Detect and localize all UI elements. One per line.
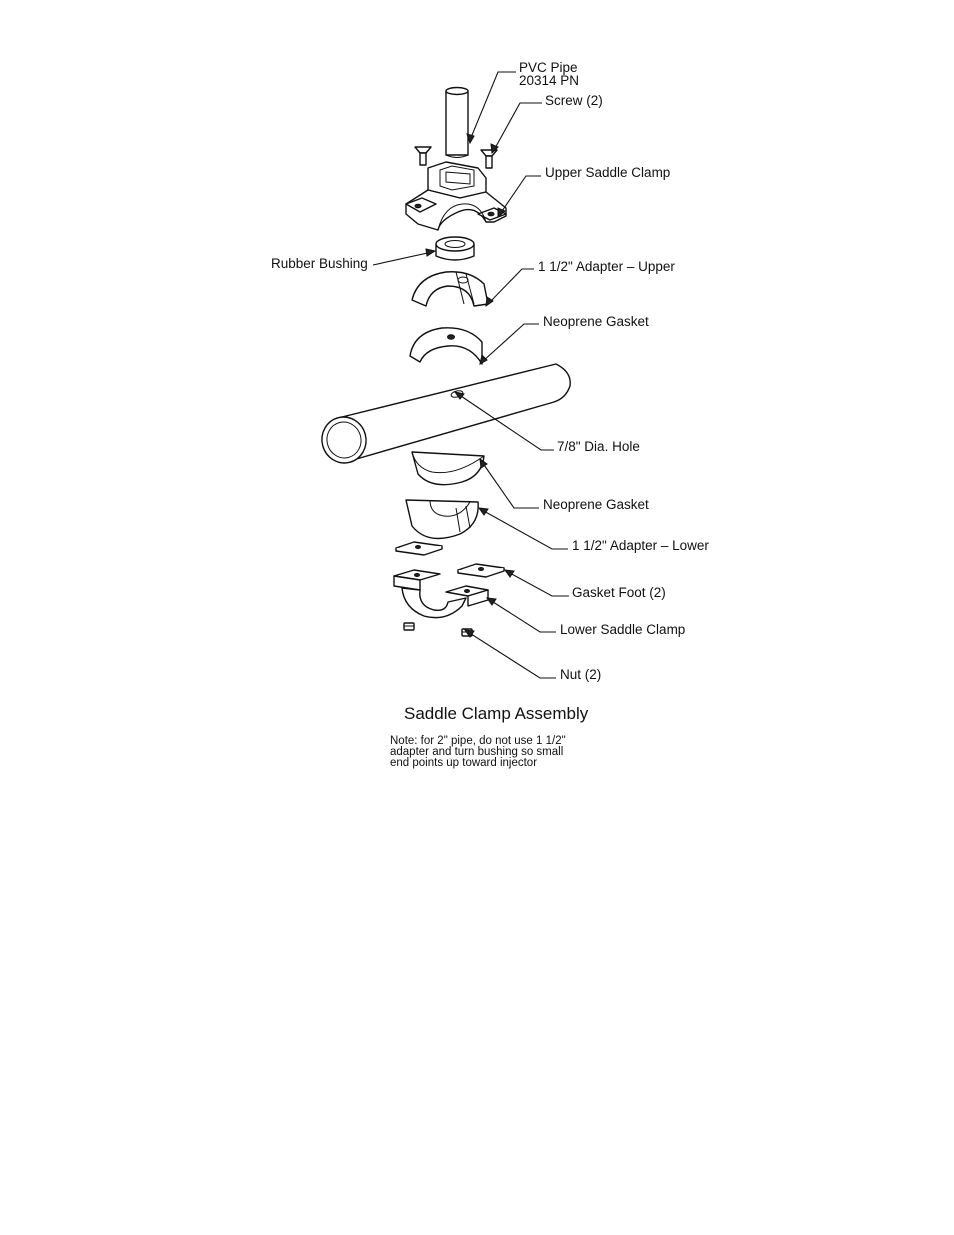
label-rubber-bushing: Rubber Bushing [271, 256, 368, 271]
pvc-pipe-part [446, 88, 468, 158]
label-nut: Nut (2) [560, 667, 602, 682]
lower-saddle-clamp-part [394, 570, 488, 618]
label-neoprene-gasket-upper: Neoprene Gasket [543, 314, 649, 329]
label-screw: Screw (2) [545, 93, 603, 108]
main-pipe-part [317, 364, 570, 468]
label-hole: 7/8" Dia. Hole [557, 439, 640, 454]
label-neoprene-gasket-lower: Neoprene Gasket [543, 497, 649, 512]
screw-left-part [415, 147, 431, 165]
label-upper-saddle-clamp: Upper Saddle Clamp [545, 165, 671, 180]
note-line-1: Note: for 2" pipe, do not use 1 1/2" [390, 735, 566, 747]
figure-note [390, 736, 620, 769]
label-gasket-foot: Gasket Foot (2) [572, 585, 666, 600]
adapter-upper-part [412, 272, 488, 306]
adapter-lower-part [406, 500, 478, 539]
upper-saddle-clamp-part [406, 162, 506, 230]
rubber-bushing-part [436, 237, 474, 260]
screw-right-part [481, 150, 497, 168]
label-pvc-pipe-line1: PVC Pipe [519, 60, 578, 75]
label-lower-saddle-clamp: Lower Saddle Clamp [560, 622, 686, 637]
neoprene-gasket-lower-part [412, 452, 484, 485]
gasket-foot-right-part [458, 564, 504, 577]
note-line-3: end points up toward injector [390, 757, 538, 769]
gasket-foot-left-part [396, 542, 442, 555]
label-adapter-lower: 1 1/2" Adapter – Lower [572, 538, 709, 553]
label-pvc-pipe-line2: 20314 PN [519, 73, 580, 88]
neoprene-gasket-upper-part [410, 328, 482, 364]
note-line-2: adapter and turn bushing so small [390, 746, 564, 758]
figure-title: Saddle Clamp Assembly [404, 704, 589, 723]
label-adapter-upper: 1 1/2" Adapter – Upper [538, 259, 675, 274]
nut-left-part [404, 623, 414, 630]
